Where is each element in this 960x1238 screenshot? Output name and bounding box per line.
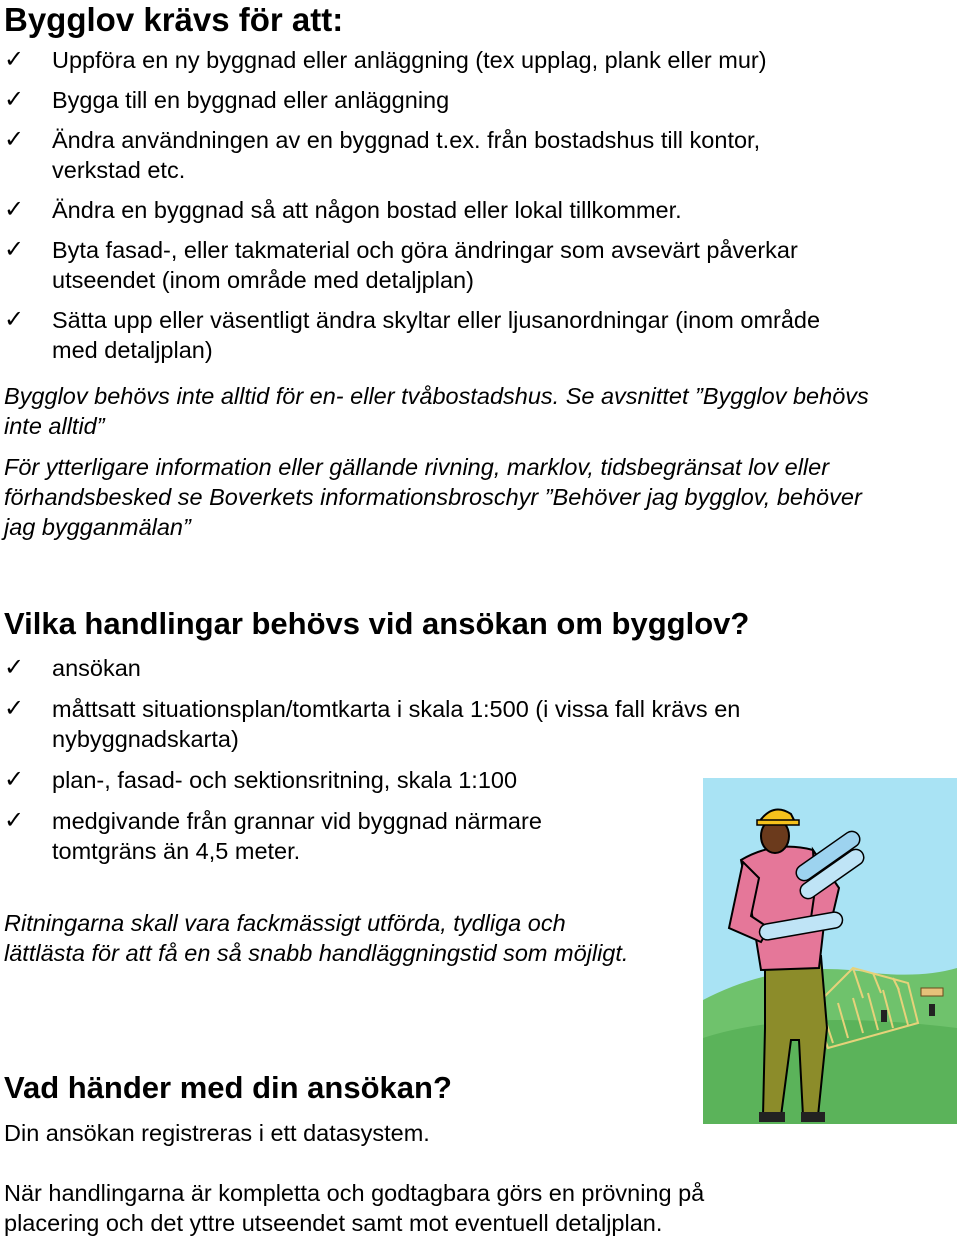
list-item <box>4 85 884 115</box>
list-item <box>4 195 884 225</box>
checkmark-icon: ✓ <box>4 86 25 113</box>
list-item <box>4 125 852 185</box>
note-bygglov-behovs-inte: Bygglov behövs inte alltid för en- eller tvåbostadshus. Se avsnittet ”Bygglov behövs inte alltid” <box>4 383 869 439</box>
paragraph-registreras: Din ansökan registreras i ett datasystem. <box>4 1120 430 1146</box>
list-item-text: ansökan <box>52 655 141 681</box>
heading-vad-hander: Vad händer med din ansökan? <box>4 1070 452 1105</box>
list-item-text: måttsatt situationsplan/tomtkarta i skala 1:500 (i vissa fall krävs en nybyggnadskarta) <box>52 696 741 752</box>
list-item <box>4 694 842 754</box>
note-ritningarna: Ritningarna skall vara fackmässigt utförda, tydliga och lättlästa för att få en så snabb handläggningstid som möjligt. <box>4 910 629 966</box>
list-item <box>4 653 834 683</box>
checkmark-icon: ✓ <box>4 236 25 263</box>
bygglov-requirements-list <box>4 45 884 365</box>
list-item-text: Byta fasad-, eller takmaterial och göra ändringar som avsevärt påverkar utseendet (inom område med detaljplan) <box>52 237 798 293</box>
checkmark-icon: ✓ <box>4 695 25 722</box>
list-item-text: plan-, fasad- och sektionsritning, skala 1:100 <box>52 767 518 793</box>
paragraph-handlingarna-kompletta: När handlingarna är kompletta och godtagbara görs en prövning på placering och det yttre utseendet samt mot eventuell detaljplan. <box>4 1180 705 1236</box>
list-item-text: Bygga till en byggnad eller anläggning <box>52 87 450 113</box>
checkmark-icon: ✓ <box>4 807 25 834</box>
checkmark-icon: ✓ <box>4 766 25 793</box>
heading-bygglov-kravs: Bygglov krävs för att: <box>4 1 344 38</box>
list-item <box>4 806 612 866</box>
list-item-text: Ändra användningen av en byggnad t.ex. från bostadshus till kontor, verkstad etc. <box>52 127 761 183</box>
list-item-text: Sätta upp eller väsentligt ändra skyltar eller ljusanordningar (inom område med detaljplan) <box>52 307 821 363</box>
checkmark-icon: ✓ <box>4 306 25 333</box>
note-ytterligare-information: För ytterligare information eller gällande rivning, marklov, tidsbegränsat lov eller förhandsbesked se Boverkets informationsbroschyr ”Behöver jag bygglov, behöver jag bygganmälan” <box>4 454 862 540</box>
checkmark-icon: ✓ <box>4 196 25 223</box>
list-item-text: Ändra en byggnad så att någon bostad eller lokal tillkommer. <box>52 197 682 223</box>
list-item-text: Uppföra en ny byggnad eller anläggning (tex upplag, plank eller mur) <box>52 47 767 73</box>
list-item <box>4 235 842 295</box>
heading-vilka-handlingar: Vilka handlingar behövs vid ansökan om bygglov? <box>4 606 750 641</box>
list-item <box>4 45 884 75</box>
list-item <box>4 305 862 365</box>
checkmark-icon: ✓ <box>4 46 25 73</box>
checkmark-icon: ✓ <box>4 654 25 681</box>
construction-worker-illustration <box>703 778 957 1124</box>
list-item-text: medgivande från grannar vid byggnad närmare tomtgräns än 4,5 meter. <box>52 808 542 864</box>
checkmark-icon: ✓ <box>4 126 25 153</box>
